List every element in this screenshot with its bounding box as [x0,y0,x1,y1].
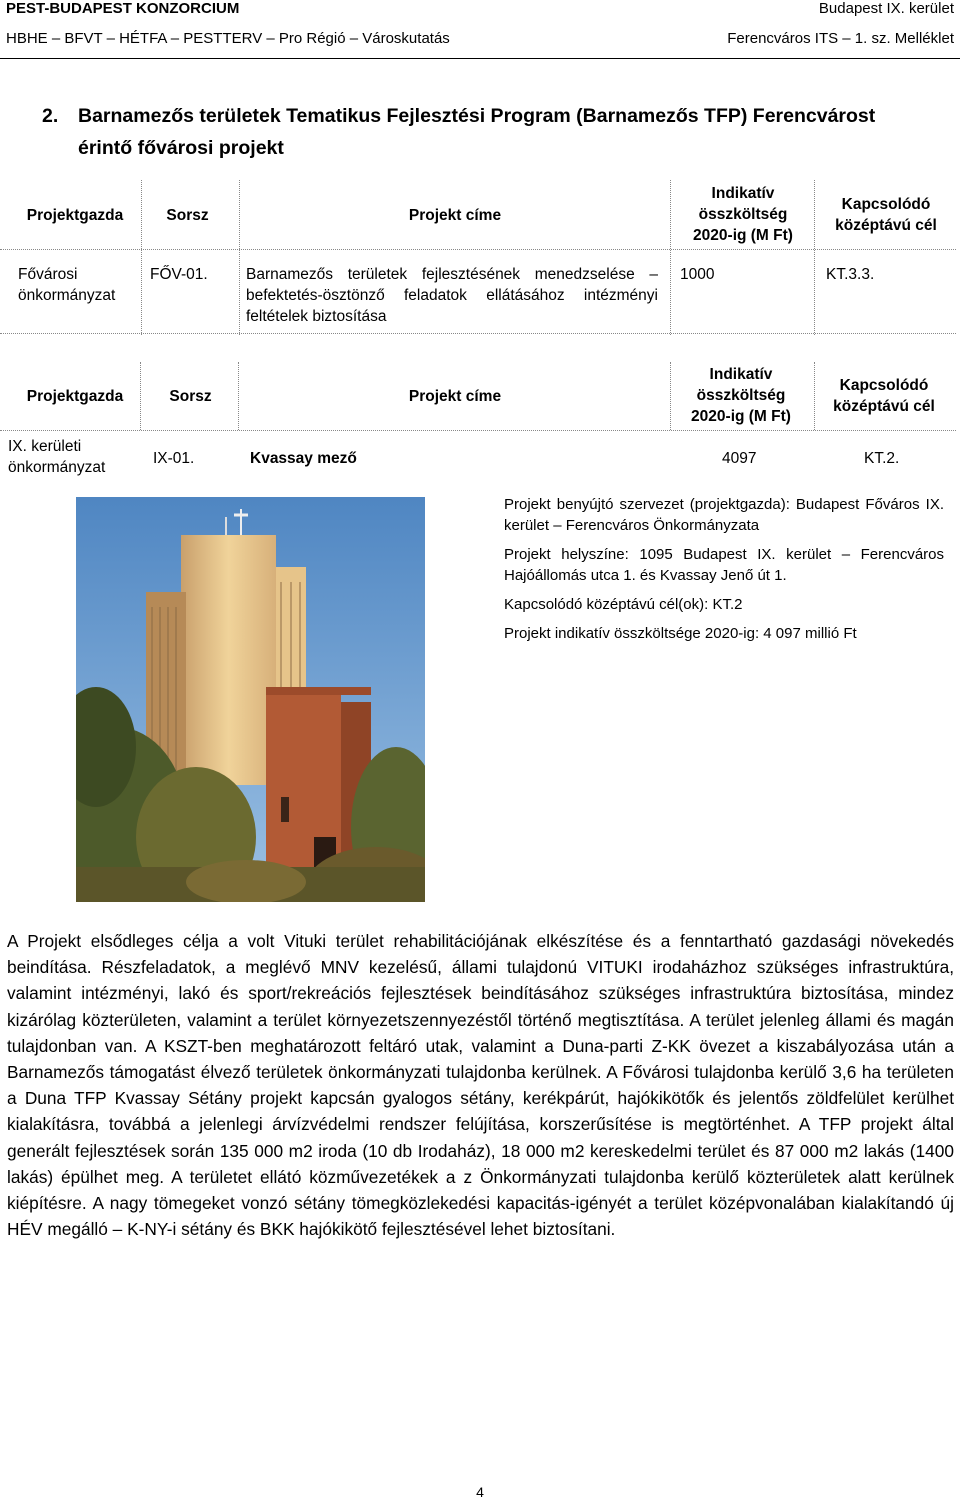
header-goal: Kapcsolódó középtávú cél [833,377,935,415]
header-title: Projekt címe [408,207,502,224]
row-title: Kvassay mező [250,450,357,467]
column-divider [140,362,141,430]
project-submitter: Projekt benyújtó szervezet (projektgazda): Budapest Főváros IX. kerület – Ferencváros Önkormányzata [504,496,944,534]
section-number: 2. [42,105,59,127]
row-goal: KT.2. [864,450,900,467]
project-cost: Projekt indikatív összköltsége 2020-ig: 4 097 millió Ft [504,625,857,642]
page-header-top [6,0,954,20]
row-divider [0,249,956,250]
project-location: Projekt helyszíne: 1095 Budapest IX. kerület – Ferencváros Hajóállomás utca 1. és Kvassay Jenő út 1. [504,546,944,584]
table-bottom-border [0,333,956,334]
column-divider [141,180,142,335]
project-table-district [0,362,960,487]
header-id: Sorsz [169,388,212,405]
column-divider [238,362,239,430]
header-title: Projekt címe [408,388,502,405]
header-owner: Projektgazda [26,207,124,224]
column-divider [670,180,671,335]
row-cost: 1000 [680,266,715,283]
project-description: A Projekt elsődleges célja a volt Vituki terület rehabilitációjának elkészítése és a fenntartható gazdasági növekedés beindítása. Részfeladatok, a meglévő MNV kezelésű, állami tulajdonú VITUKI irodaházhoz szükséges infrastruktúra, valamint intézményi, lakó és sport/rekreációs fejlesztések beindításához szükséges infrastruktúra biztosítása, mindez kizárólag közterületen, valamint a terület környezetszennyezéstől történő megtisztítása. A terület jelenleg állami és magán tulajdonban van. A KSZT-ben meghatározott feltáró utak, valamint a Duna-parti Z-KK övezet a kiszabályozása után a Barnamezős támogatást élvező területek önkormányzati tulajdonba kerülnek. A Fővárosi tulajdonba kerülő 3,6 ha területen a Duna TFP Kvassay Sétány projekt kapcsán gyalogos sétány, kerékpárút, hajókikötők és jelentős zöldfelület kerülhet kialakításra, továbbá a jelenlegi árvízvédelmi rendszer felújítása, korszerűsítése is megtörténhet. A TFP projekt által generált fejlesztések során 135 000 m2 iroda (10 db Irodaház), 18 000 m2 kereskedelmi terület és 87 000 m2 lakás (1400 lakás) épülhet meg. A területet ellátó közművezetékek a z Önkormányzati tulajdonba kerülő közterületek alatt kerülnek kiépítésre. A nagy tömegeket vonzó sétány tömegközlekedési kapacitás-igényét a terület középvonalában kialakítandó új HÉV megálló – K-NY-i sétány és BKK hajókikötő fejlesztésével lehet biztosítani. [7,931,954,1240]
section-title: Barnamezős területek Tematikus Fejlesztési Program (Barnamezős TFP) Ferencvárost érintő fővárosi projekt [78,105,876,159]
page-header-bottom [6,30,954,50]
project-info [504,494,944,652]
project-table-municipal [0,180,960,335]
header-id: Sorsz [166,207,209,224]
row-id: FŐV-01. [150,266,208,283]
column-divider [670,362,671,430]
header-goal: Kapcsolódó középtávú cél [835,196,937,234]
row-cost: 4097 [722,450,757,467]
row-divider [0,430,956,431]
project-site-photo [76,497,425,902]
row-owner: IX. kerületi önkormányzat [8,438,106,476]
header-owner: Projektgazda [26,388,124,405]
row-id: IX-01. [153,450,195,467]
row-owner: Fővárosi önkormányzat [18,266,116,304]
partners-list: HBHE – BFVT – HÉTFA – PESTTERV – Pro Régió – Városkutatás [6,30,450,47]
consortium-name: PEST-BUDAPEST KONZORCIUM [6,0,240,17]
header-divider [0,58,960,59]
header-cost: Indikatív összköltség 2020-ig (M Ft) [691,366,791,425]
document-reference: Ferencváros ITS – 1. sz. Melléklet [727,30,954,47]
section-heading [42,100,922,164]
project-goal: Kapcsolódó középtávú cél(ok): KT.2 [504,596,743,613]
column-divider [814,362,815,430]
row-title: Barnamezős területek fejlesztésének menedzselése – befektetés-ösztönző feladatok ellátásához intézményi feltételek biztosítása [246,266,658,325]
column-divider [814,180,815,335]
column-divider [239,180,240,335]
district-name: Budapest IX. kerület [818,0,954,17]
page-number: 4 [476,1484,484,1499]
row-goal: KT.3.3. [826,266,875,283]
header-cost: Indikatív összköltség 2020-ig (M Ft) [693,185,793,244]
